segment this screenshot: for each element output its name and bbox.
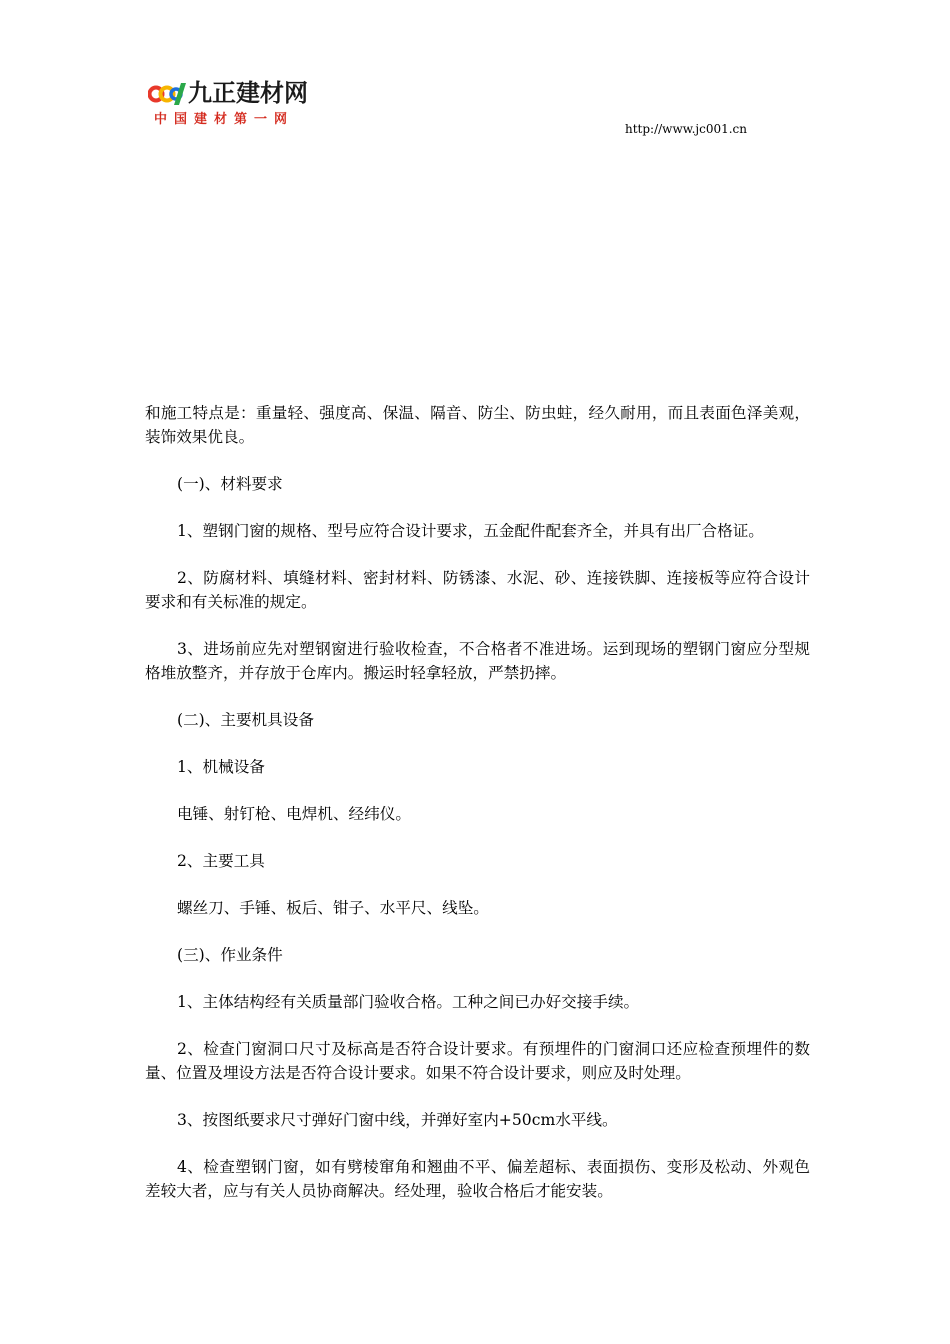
- paragraph: 螺丝刀、手锤、板后、钳子、水平尺、线坠。: [177, 899, 489, 917]
- paragraph: 电锤、射钉枪、电焊机、经纬仪。: [177, 805, 411, 823]
- section-heading-conditions: (三)、作业条件: [177, 946, 283, 964]
- subheading: 1、机械设备: [177, 758, 265, 776]
- paragraph: 2、防腐材料、填缝材料、密封材料、防锈漆、水泥、砂、连接铁脚、连接板等应符合设计要求和有关标准的规定。: [145, 569, 810, 611]
- logo-rings-icon: [148, 80, 190, 106]
- paragraph: 1、主体结构经有关质量部门验收合格。工种之间已办好交接手续。: [177, 993, 640, 1011]
- document-body: [145, 401, 810, 1203]
- paragraph: 2、检查门窗洞口尺寸及标高是否符合设计要求。有预埋件的门窗洞口还应检查预埋件的数量、位置及埋设方法是否符合设计要求。如果不符合设计要求，则应及时处理。: [145, 1040, 810, 1082]
- paragraph: 1、塑钢门窗的规格、型号应符合设计要求，五金配件配套齐全，并具有出厂合格证。: [177, 522, 764, 540]
- paragraph: 3、进场前应先对塑钢窗进行验收检查，不合格者不准进场。运到现场的塑钢门窗应分型规格堆放整齐，并存放于仓库内。搬运时轻拿轻放，严禁扔摔。: [145, 640, 810, 682]
- logo-subtitle: 中国建材第一网: [154, 112, 295, 127]
- site-logo: [148, 78, 348, 133]
- section-heading-equipment: (二)、主要机具设备: [177, 711, 314, 729]
- site-url[interactable]: http://www.jc001.cn: [625, 122, 747, 136]
- paragraph: 4、检查塑钢门窗，如有劈棱窜角和翘曲不平、偏差超标、表面损伤、变形及松动、外观色差较大者，应与有关人员协商解决。经处理，验收合格后才能安装。: [145, 1158, 810, 1200]
- paragraph-intro: 和施工特点是：重量轻、强度高、保温、隔音、防尘、防虫蛀，经久耐用，而且表面色泽美观，装饰效果优良。: [145, 404, 810, 446]
- section-heading-materials: (一)、材料要求: [177, 475, 283, 493]
- paragraph: 3、按图纸要求尺寸弹好门窗中线，并弹好室内+50cm水平线。: [177, 1111, 618, 1129]
- page-header: [148, 78, 788, 138]
- logo-title: 九正建材网: [188, 79, 308, 107]
- subheading: 2、主要工具: [177, 852, 265, 870]
